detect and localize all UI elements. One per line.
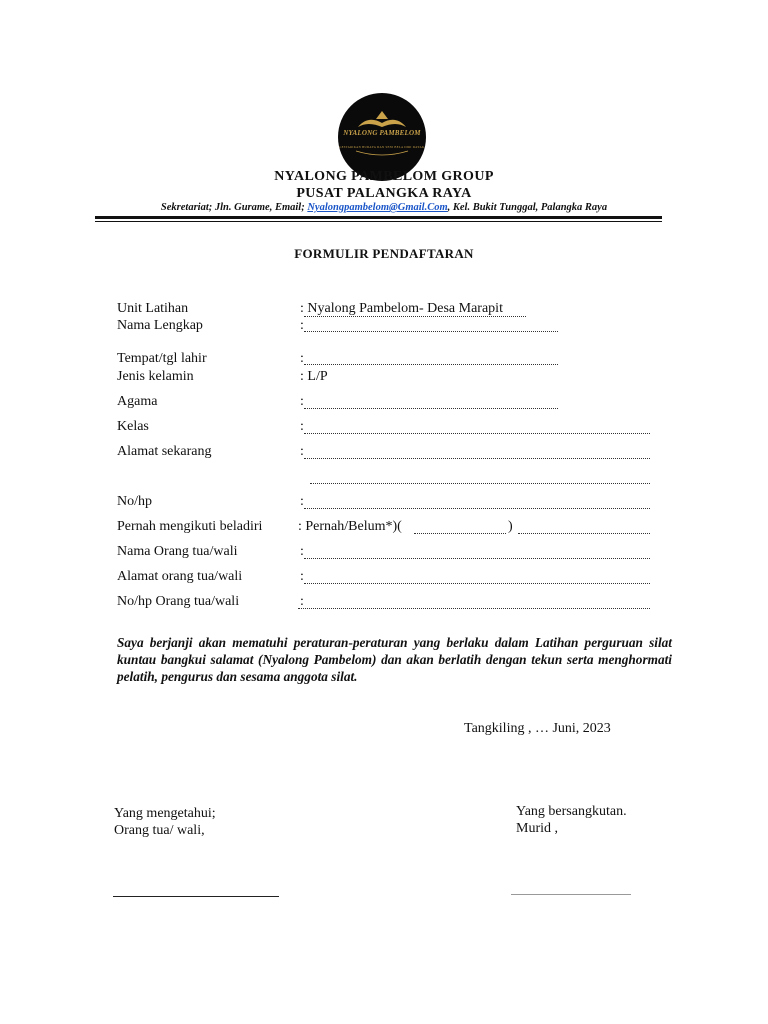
logo-brand-text: NYALONG PAMBELOM xyxy=(343,129,421,137)
signature-line-student[interactable] xyxy=(511,894,631,895)
logo-tagline: LESTARIKAN BUDAYA DAN SENI BELA DIRI DAYAK xyxy=(339,145,425,149)
value-kelas: : xyxy=(300,419,304,434)
email-link[interactable]: Nyalongpambelom@Gmail.Com xyxy=(307,202,448,213)
input-line-nama-ortu[interactable] xyxy=(304,558,650,559)
signature-left-line2: Orang tua/ wali, xyxy=(114,823,205,838)
label-nama-ortu: Nama Orang tua/wali xyxy=(117,544,238,559)
organization-logo xyxy=(338,93,426,181)
input-line-alamat-ortu[interactable] xyxy=(304,583,650,584)
input-line-pernah-beladiri[interactable] xyxy=(414,533,506,534)
value-no-hp-ortu: : xyxy=(300,594,304,609)
label-alamat-sekarang: Alamat sekarang xyxy=(117,444,212,459)
input-line-pernah-beladiri-tail xyxy=(518,533,650,534)
label-tempat-tgl-lahir: Tempat/tgl lahir xyxy=(117,351,207,366)
input-line-no-hp-ortu[interactable] xyxy=(298,608,650,609)
header-rule-thick xyxy=(95,216,662,219)
input-line-nama-lengkap[interactable] xyxy=(304,331,558,332)
eagle-emblem-icon xyxy=(338,93,426,181)
signature-right-line1: Yang bersangkutan. xyxy=(516,804,627,819)
input-line-alamat-sekarang[interactable] xyxy=(304,458,650,459)
address-prefix: Sekretariat; Jln. Gurame, Email; xyxy=(160,202,308,213)
value-alamat-sekarang: : xyxy=(300,444,304,459)
input-line-no-hp[interactable] xyxy=(304,508,650,509)
signature-right-line2: Murid , xyxy=(516,821,558,836)
label-alamat-ortu: Alamat orang tua/wali xyxy=(117,569,243,584)
label-unit-latihan: Unit Latihan xyxy=(117,301,189,316)
form-title: FORMULIR PENDAFTARAN xyxy=(294,246,474,261)
value-alamat-ortu: : xyxy=(300,569,304,584)
value-unit-latihan: : Nyalong Pambelom- Desa Marapit xyxy=(300,301,503,316)
label-nama-lengkap: Nama Lengkap xyxy=(117,318,203,333)
label-no-hp: No/hp xyxy=(117,494,152,509)
input-line-alamat-sekarang-2[interactable] xyxy=(310,483,650,484)
value-no-hp: : xyxy=(300,494,304,509)
input-line-kelas[interactable] xyxy=(304,433,650,434)
input-line-tempat-tgl-lahir[interactable] xyxy=(304,364,558,365)
value-tempat-tgl-lahir: : xyxy=(300,351,304,366)
label-pernah-beladiri: Pernah mengikuti beladiri xyxy=(117,519,263,534)
header-rule-thin xyxy=(95,221,662,222)
date-line: Tangkiling , … Juni, 2023 xyxy=(464,721,611,736)
label-jenis-kelamin: Jenis kelamin xyxy=(117,369,194,384)
label-no-hp-ortu: No/hp Orang tua/wali xyxy=(117,594,240,609)
value-agama: : xyxy=(300,394,304,409)
org-name-line2: PUSAT PALANGKA RAYA xyxy=(296,186,472,201)
pledge-statement: Saya berjanji akan mematuhi peraturan-peraturan yang berlaku dalam Latihan perguruan silat kuntau bangkui salamat (Nyalong Pambelom) dan akan berlatih dengan tekun serta menghormati pelatih, pengurus dan sesama anggota silat. xyxy=(117,635,672,684)
input-line-agama[interactable] xyxy=(304,408,558,409)
value-nama-ortu: : xyxy=(300,544,304,559)
value-pernah-beladiri-close: ) xyxy=(508,519,513,534)
signature-left-line1: Yang mengetahui; xyxy=(114,806,216,821)
value-jenis-kelamin: : L/P xyxy=(300,369,328,384)
label-kelas: Kelas xyxy=(117,419,149,434)
value-pernah-beladiri-open: : Pernah/Belum*)( xyxy=(298,519,402,534)
secretariat-address xyxy=(0,202,768,213)
label-agama: Agama xyxy=(117,394,158,409)
address-suffix: , Kel. Bukit Tunggal, Palangka Raya xyxy=(447,202,608,213)
underline-unit-latihan xyxy=(304,316,526,317)
value-nama-lengkap: : xyxy=(300,318,304,333)
signature-line-parent[interactable] xyxy=(113,896,279,897)
org-name-line1: NYALONG PAMBELOM GROUP xyxy=(274,169,494,184)
